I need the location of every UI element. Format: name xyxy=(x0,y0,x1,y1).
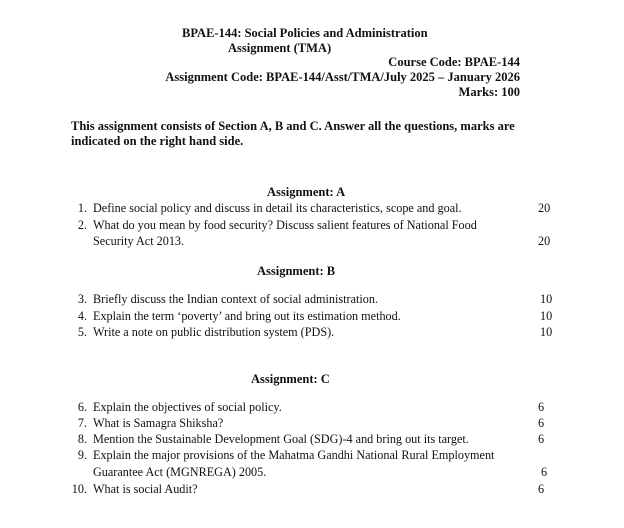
question-text: What is Samagra Shiksha? xyxy=(93,416,224,430)
question-text: What is social Audit? xyxy=(93,482,198,496)
section-a-title: Assignment: A xyxy=(267,185,346,199)
question-number: 3. xyxy=(77,292,87,306)
question-number: 2. xyxy=(77,218,87,232)
question-marks: 6 xyxy=(538,400,545,414)
question-row xyxy=(67,309,401,324)
question-text: Write a note on public distribution system (PDS). xyxy=(93,325,335,339)
question-row xyxy=(67,218,477,233)
question-marks: 10 xyxy=(540,292,553,306)
question-text-continued: Guarantee Act (MGNREGA) 2005. xyxy=(93,465,267,479)
question-text: Explain the objectives of social policy. xyxy=(93,400,282,414)
question-marks: 6 xyxy=(538,482,545,496)
question-row xyxy=(67,482,198,497)
question-number: 9. xyxy=(77,448,87,462)
question-row xyxy=(67,292,378,307)
question-row xyxy=(67,400,282,415)
question-marks: 6 xyxy=(538,416,545,430)
question-text: Define social policy and discuss in detail its characteristics, scope and goal. xyxy=(93,201,462,215)
course-code: Course Code: BPAE-144 xyxy=(388,55,520,69)
question-marks: 6 xyxy=(541,465,548,479)
question-number: 10. xyxy=(71,482,87,496)
question-row xyxy=(67,448,494,463)
question-row xyxy=(67,201,462,216)
question-text: Mention the Sustainable Development Goal (SDG)-4 and bring out its target. xyxy=(93,432,469,446)
document-subtitle: Assignment (TMA) xyxy=(228,41,332,55)
question-marks: 6 xyxy=(538,432,545,446)
question-marks: 10 xyxy=(540,309,553,323)
question-number: 1. xyxy=(77,201,87,215)
section-c-title: Assignment: C xyxy=(251,372,330,386)
question-number: 7. xyxy=(77,416,87,430)
question-marks: 20 xyxy=(538,201,551,215)
question-text-continued: Security Act 2013. xyxy=(93,234,185,248)
section-b-title: Assignment: B xyxy=(257,264,336,278)
document-title: BPAE-144: Social Policies and Administration xyxy=(182,26,428,40)
question-number: 6. xyxy=(77,400,87,414)
total-marks: Marks: 100 xyxy=(458,85,520,99)
assignment-code: Assignment Code: BPAE-144/Asst/TMA/July 2025 – January 2026 xyxy=(165,70,520,84)
intro-line-2: indicated on the right hand side. xyxy=(71,134,244,148)
question-text: Explain the term ‘poverty’ and bring out its estimation method. xyxy=(93,309,401,323)
question-text: Briefly discuss the Indian context of social administration. xyxy=(93,292,378,306)
intro-line-1: This assignment consists of Section A, B and C. Answer all the questions, marks are xyxy=(71,119,515,133)
question-marks: 20 xyxy=(538,234,551,248)
question-text: What do you mean by food security? Discuss salient features of National Food xyxy=(93,218,477,232)
question-row xyxy=(67,416,223,431)
question-text: Explain the major provisions of the Mahatma Gandhi National Rural Employment xyxy=(93,448,495,462)
question-marks: 10 xyxy=(540,325,553,339)
question-number: 8. xyxy=(77,432,87,446)
question-number: 4. xyxy=(77,309,87,323)
question-row xyxy=(67,432,469,447)
question-row xyxy=(67,325,334,340)
question-number: 5. xyxy=(77,325,87,339)
